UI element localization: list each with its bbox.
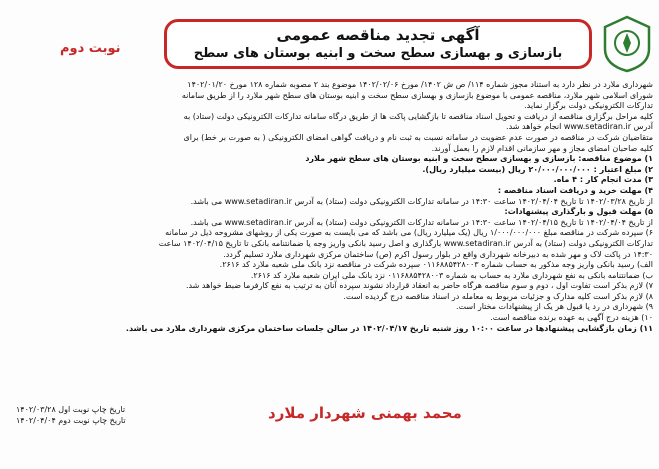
title-box — [164, 19, 592, 69]
body-line: شورای اسلامی شهر ملارد، مناقصه عمومی با موضوع بازسازی و بهسازی سطح سخت و ابنیه بوستان های سطح شهر ملارد را از طریق سامانه — [181, 90, 653, 100]
item-purchase-deadline: ۴) مهلت خرید و دریافت اسناد مناقصه : — [497, 185, 653, 195]
item-opening-time: ۱۱) زمان بازگشایی پیشنهادها در ساعت ۱۰:۰۰ روز شنبه تاریخ ۱۴۰۲/۰۴/۱۷ در سالن جلسات ساختمان مرکزی شهرداری ملارد می باشد. — [125, 323, 653, 333]
body-line: شهرداری ملارد در نظر دارد به استناد مجوز شماره ۱۱۴/ ص ش ۱۴۰۲/ مورخ ۱۴۰۲/۰۲/۰۶ موضوع بند ۲ مصوبه شماره ۱۲۸ مورخ ۱۴۰۲/۰۱/۲۰ — [187, 80, 653, 89]
date-second-print: تاریخ چاپ نوبت دوم ۱۴۰۲/۰۴/۰۴ — [16, 416, 126, 425]
body-line: ۱۰) هزینه درج آگهی به عهده برنده مناقصه است. — [490, 313, 653, 323]
date-first-print: تاریخ چاپ نوبت اول ۱۴۰۲/۰۳/۲۸ — [16, 405, 126, 414]
round-label: نوبت دوم — [60, 41, 121, 56]
item-deposit: ۶) سپرده شرکت در مناقصه مبلغ ۱/۰۰۰/۰۰۰/۰۰۰ ریال (یک میلیارد ریال) می باشد که می بایست به صورت یکی از روشهای مشروحه ذیل در سامانه — [165, 228, 653, 238]
body-line: الف) رسید بانکی واریز وجه مذکور به حساب شماره ۰۱۱۶۸۸۵۴۲۸۰۰۳ سپرده شرکت در مناقصه نزد بانک ملی شعبه ملارد کد ۲۶۱۶. — [219, 260, 653, 270]
body-line: کلیه صاحبان امضای مجاز و مهر سازمانی اقدام لازم را بعمل آورند. — [431, 143, 653, 153]
body-line: ۸) لازم بذکر است کلیه مدارک و جزئیات مربوط به معامله در اسناد مناقصه درج گردیده است. — [343, 291, 653, 301]
item-duration: ۳) مدت انجام کار : ۴ ماه. — [553, 175, 653, 185]
body-line: از تاریخ ۱۴۰۲/۰۴/۰۴ تا تاریخ ۱۴۰۲/۰۴/۱۵ ساعت ۱۴:۳۰ در سامانه تدارکات الکترونیکی دولت (ستاد) به آدرس www.setadiran.ir می باشد. — [190, 217, 653, 227]
body-line: ۹) شهرداری در رد یا قبول هر یک از پیشنهادات مختار است. — [455, 302, 653, 312]
print-dates — [16, 404, 136, 426]
body-line: ۱۴:۳۰ در پاکت لاک و مهر شده به دبیرخانه شهرداری واقع در بلوار رسول اکرم (ص) ساختمان مرکزی شهرداری ملارد تسلیم گردد. — [223, 249, 653, 259]
body-line: از تاریخ ۱۴۰۲/۰۳/۲۸ تا تاریخ ۱۴۰۲/۰۴/۰۴ ساعت ۱۴:۳۰ در سامانه تدارکات الکترونیکی دولت (ستاد) به آدرس www.setadiran.ir می باشد. — [190, 196, 653, 206]
body-line: تدارکات الکترونیکی دولت برگزار نماید. — [524, 101, 653, 111]
mayor-signature: محمد بهمنی شهردار ملارد — [268, 404, 462, 422]
body-line: متقاضیان شرکت در مناقصه در صورت عدم عضویت در سامانه نسبت به ثبت نام و دریافت گواهی امضای الکترونیکی ( به صورت بر خط) برای — [183, 132, 653, 142]
body-line: کلیه مراحل برگزاری مناقصه از دریافت و تحویل اسناد مناقصه تا بازگشایی پاکت ها از طریق درگاه سامانه تدارکات الکترونیکی دولت (ستاد) به — [183, 111, 653, 121]
body-line: آدرس www.setadiran.ir انجام خواهد شد. — [506, 122, 653, 132]
item-subject: ۱) موضوع مناقصه: بازسازی و بهسازی سطح سخت و ابنیه بوستان های سطح شهر ملارد — [305, 154, 653, 164]
notice-body — [8, 80, 653, 334]
notice-header — [6, 5, 653, 77]
body-line: ب) ضمانتنامه بانکی به نفع شهرداری ملارد به حساب به شماره ۰۱۱۶۸۸۵۴۲۸۰۰۳ نزد بانک ملی ایران شعبه ملارد کد ۲۶۱۶. — [250, 270, 653, 280]
item-submission-deadline: ۵) مهلت قبول و بارگذاری پیشنهادات: — [504, 207, 653, 217]
item-budget: ۲) مبلغ اعتبار : ۲۰/۰۰۰/۰۰۰/۰۰۰ ریال (بیست میلیارد ریال). — [422, 164, 653, 174]
notice-footer — [8, 400, 653, 462]
municipality-logo — [601, 15, 653, 73]
notice-subtitle: بازسازی و بهسازی سطح سخت و ابنیه بوستان های سطح — [193, 46, 563, 61]
body-line: تدارکات الکترونیکی دولت (ستاد) به آدرس www.setadiran.ir بارگذاری و اصل رسید بانکی واریز وجه یا ضمانتنامه بانکی تا تاریخ ۱۴۰۲/۰۴/۱۵ ساعت — [158, 238, 653, 248]
body-line: ۷) لازم بذکر است تفاوت اول ، دوم و سوم مناقصه هرگاه حاضر به انعقاد قرارداد نشوند سپرده آنان به ترتیب به نفع کارفرما ضبط خواهد شد. — [185, 281, 653, 291]
notice-title: آگهی تجدید مناقصه عمومی — [276, 26, 480, 44]
